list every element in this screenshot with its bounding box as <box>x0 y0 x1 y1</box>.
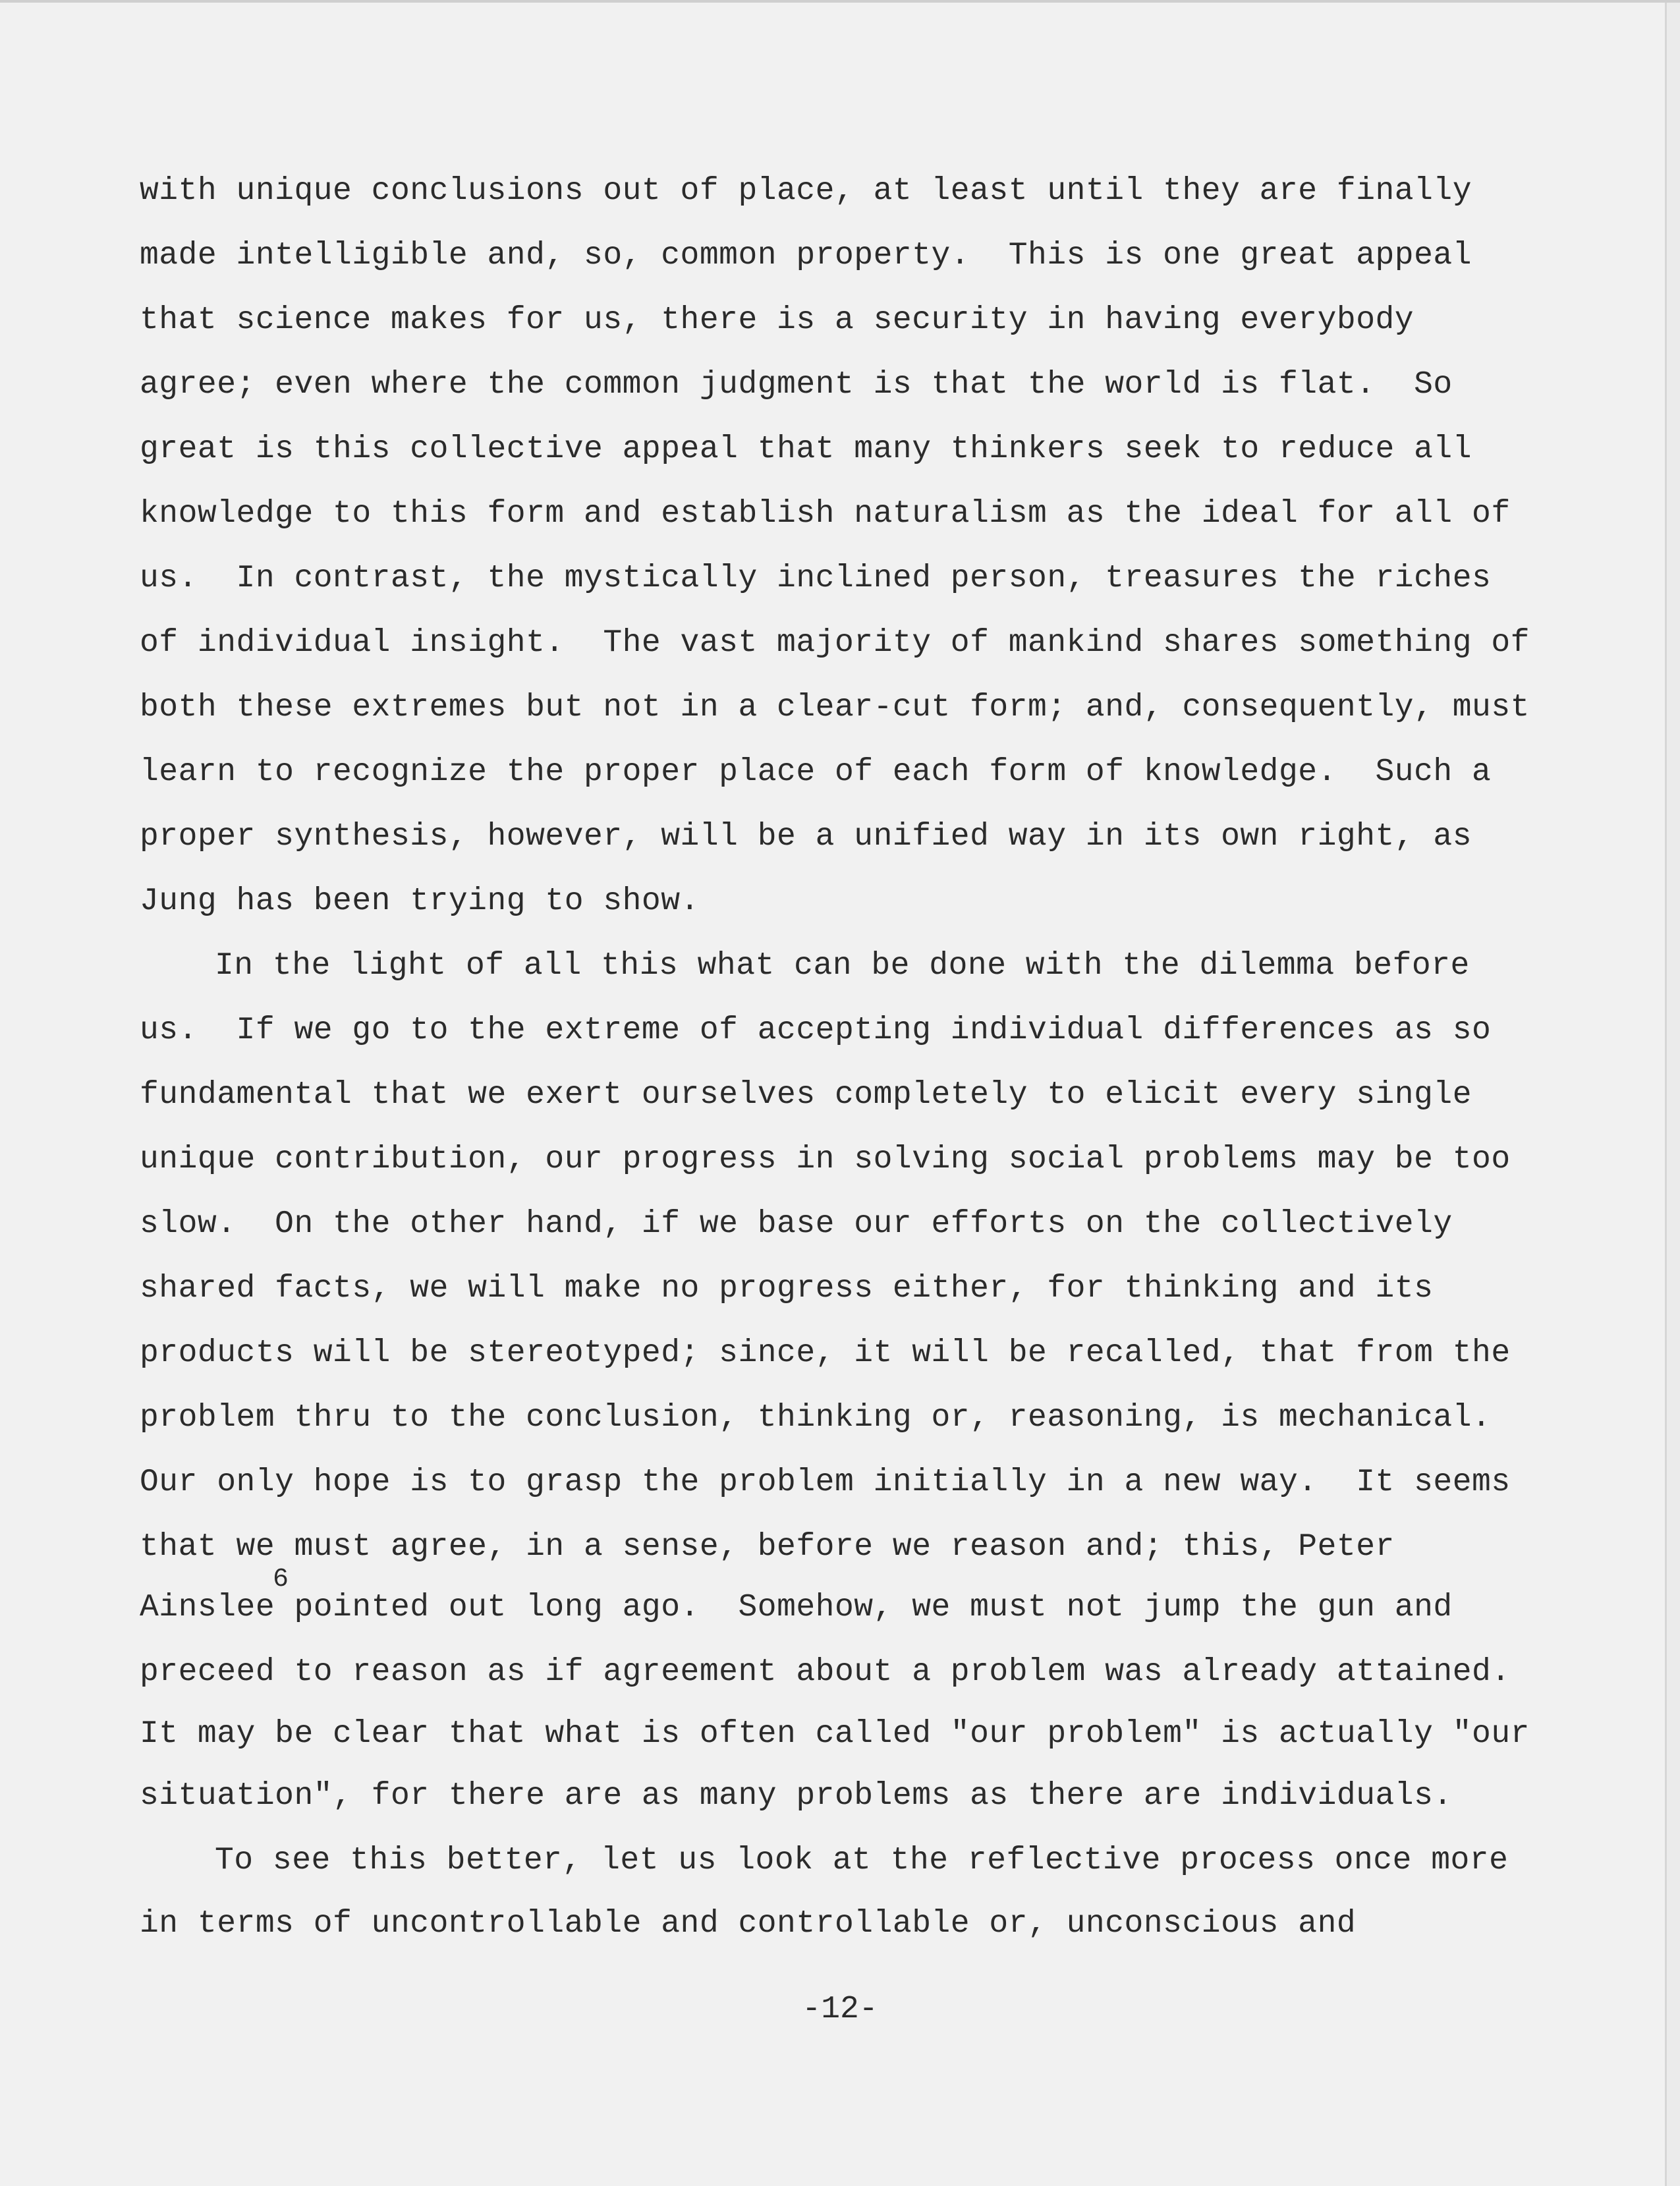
ainslee-rest: pointed out long ago. Somehow, we must not jump the gun and <box>275 1590 1453 1625</box>
text-line: Jung has been trying to show. <box>140 883 700 919</box>
text-line: slow. On the other hand, if we base our efforts on the collectively <box>140 1206 1453 1242</box>
text-line: us. If we go to the extreme of accepting individual differences as so <box>140 1013 1492 1048</box>
page-number: -12- <box>802 1992 878 2027</box>
footnote-marker: 6 <box>273 1565 289 1594</box>
text-line: fundamental that we exert ourselves completely to elicit every single <box>140 1077 1472 1113</box>
paragraph-first-line: In the light of all this what can be done with the dilemma before <box>215 948 1470 984</box>
text-line: of individual insight. The vast majority of mankind shares something of <box>140 625 1530 661</box>
text-line: knowledge to this form and establish naturalism as the ideal for all of <box>140 496 1511 532</box>
text-line: Our only hope is to grasp the problem initially in a new way. It seems <box>140 1465 1511 1500</box>
text-line: learn to recognize the proper place of each form of knowledge. Such a <box>140 754 1492 790</box>
paragraph-first-line: To see this better, let us look at the reflective process once more <box>215 1843 1509 1878</box>
text-line: It may be clear that what is often called "our problem" is actually "our <box>140 1716 1530 1752</box>
text-line: that we must agree, in a sense, before we reason and; this, Peter <box>140 1529 1395 1565</box>
text-line: problem thru to the conclusion, thinking or, reasoning, is mechanical. <box>140 1400 1492 1436</box>
text-line: us. In contrast, the mystically inclined person, treasures the riches <box>140 561 1492 596</box>
text-line: with unique conclusions out of place, at least until they are finally <box>140 173 1472 209</box>
text-line: situation", for there are as many problems as there are individuals. <box>140 1778 1453 1814</box>
text-line: great is this collective appeal that many thinkers seek to reduce all <box>140 432 1472 467</box>
text-line: both these extremes but not in a clear-cut form; and, consequently, must <box>140 690 1530 725</box>
text-line: preceed to reason as if agreement about a problem was already attained. <box>140 1654 1511 1690</box>
text-line: proper synthesis, however, will be a unified way in its own right, as <box>140 819 1472 855</box>
text-line: that science makes for us, there is a security in having everybody <box>140 302 1414 338</box>
text-line: in terms of uncontrollable and controllable or, unconscious and <box>140 1906 1357 1942</box>
text-line: shared facts, we will make no progress either, for thinking and its <box>140 1271 1434 1306</box>
ainslee-word: Ainslee <box>140 1590 275 1625</box>
page-top-edge <box>0 0 1680 3</box>
text-line-ainslee <box>140 1588 1453 1627</box>
text-line: products will be stereotyped; since, it will be recalled, that from the <box>140 1335 1511 1371</box>
text-line: made intelligible and, so, common property. This is one great appeal <box>140 238 1472 273</box>
text-line: unique contribution, our progress in solving social problems may be too <box>140 1142 1511 1177</box>
text-line: agree; even where the common judgment is that the world is flat. So <box>140 367 1453 403</box>
